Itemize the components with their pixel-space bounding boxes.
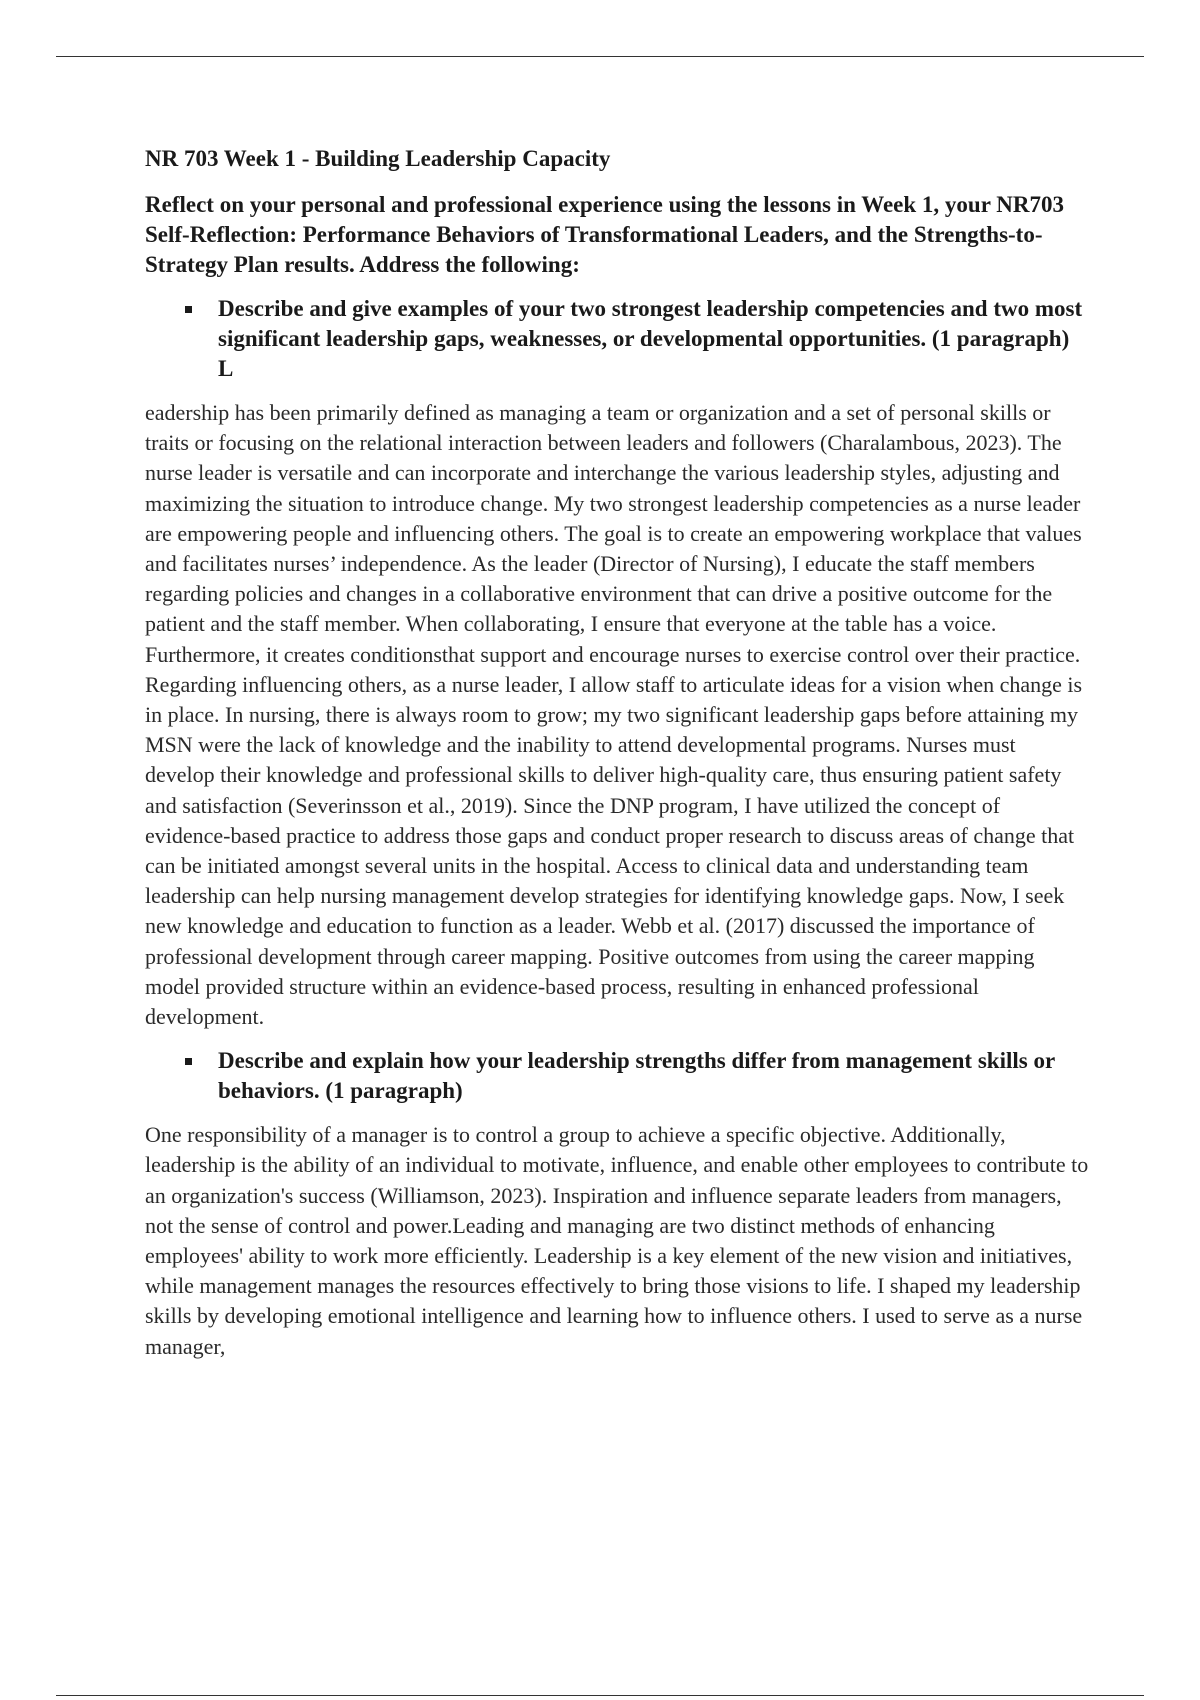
response-paragraph-1: eadership has been primarily defined as managing a team or organization and a set of personal skills or traits or focusing on the relational interaction between leaders and followers (Charalambous, 2023). The nurse leader is versatile and can incorporate and interchange the various leadership styles, adjusting and maximizing the situation to introduce change. My two strongest leadership competencies as a nurse leader are empowering people and influencing others. The goal is to create an empowering workplace that values and facilitates nurses’ independence. As the leader (Director of Nursing), I educate the staff members regarding policies and changes in a collaborative environment that can drive a positive outcome for the patient and the staff member. When collaborating, I ensure that everyone at the table has a voice. Furthermore, it creates conditionsthat support and encourage nurses to exercise control over their practice. Regarding influencing others, as a nurse leader, I allow staff to articulate ideas for a vision when change is in place. In nursing, there is always room to grow; my two significant leadership gaps before attaining my MSN were the lack of knowledge and the inability to attend developmental programs. Nurses must develop their knowledge and professional skills to deliver high-quality care, thus ensuring patient safety and satisfaction (Severinsson et al., 2019). Since the DNP program, I have utilized the concept of evidence-based practice to address those gaps and conduct proper research to discuss areas of change that can be initiated amongst several units in the hospital. Access to clinical data and understanding team leadership can help nursing management develop strategies for identifying knowledge gaps. Now, I seek new knowledge and education to function as a leader. Webb et al. (2017) discussed the importance of professional development through career mapping. Positive outcomes from using the career mapping model provided structure within an evidence-based process, resulting in enhanced professional development. [145, 400, 1083, 1030]
square-bullet-icon [185, 306, 192, 313]
page-top-rule [56, 56, 1144, 57]
prompt-bullet-text: Describe and give examples of your two strongest leadership competencies and two most significant leadership gaps, weaknesses, or developmental opportunities. (1 paragraph) L [218, 296, 1083, 381]
response-paragraph-2: One responsibility of a manager is to control a group to achieve a specific objective. Additionally, leadership is the ability of an individual to motivate, influence, and enable other employees to contribute to an organization's success (Williamson, 2023). Inspiration and influence separate leaders from managers, not the sense of control and power.Leading and managing are two distinct methods of enhancing employees' ability to work more efficiently. Leadership is a key element of the new vision and initiatives, while management manages the resources effectively to bring those visions to life. I shaped my leadership skills by developing emotional intelligence and learning how to influence others. I used to serve as a nurse manager, [145, 1122, 1089, 1359]
document-body [145, 144, 1090, 1376]
page-bottom-rule [56, 1695, 1144, 1696]
assignment-prompt: Reflect on your personal and professional experience using the lessons in Week 1, your NR703 Self-Reflection: Performance Behaviors of Transformational Leaders, and the Strengths-to- Strategy Plan results. Address the following: [145, 192, 1064, 277]
prompt-bullet-text: Describe and explain how your leadership strengths differ from management skills or behaviors. (1 paragraph) [218, 1048, 1055, 1104]
square-bullet-icon [185, 1058, 192, 1065]
prompt-bullet-strengths-gaps [145, 294, 1090, 384]
document-title: NR 703 Week 1 - Building Leadership Capacity [145, 146, 611, 171]
prompt-bullet-leadership-vs-management [145, 1046, 1090, 1106]
